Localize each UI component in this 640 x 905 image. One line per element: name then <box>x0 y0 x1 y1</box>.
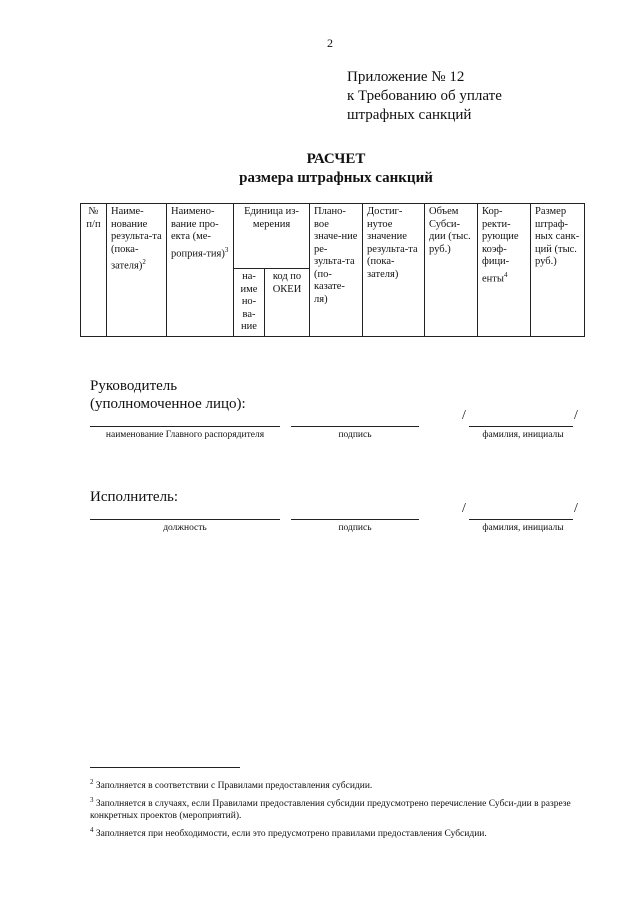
header-planned-value: Плано-вое значе-ние ре-зульта-та (по-казате-ля) <box>310 204 363 337</box>
header-subsidy-volume: Объем Субси-дии (тыс. руб.) <box>425 204 478 337</box>
header-unit-name: на-име но-ва-ние <box>234 269 265 337</box>
head-name-line[interactable] <box>469 426 573 427</box>
annex-line-2: к Требованию об уплате <box>347 88 502 104</box>
head-caption-name: фамилия, инициалы <box>482 430 564 440</box>
head-slash-right: / <box>574 408 578 423</box>
executor-slash-right: / <box>574 501 578 516</box>
footnote-3: $^3$ Заполняется в случаях, если Правилами предоставления субсидии предусмотрено перечисление Субси-дии в разрезе конкретных проектов (мероприятий). <box>90 795 571 822</box>
page-number: 2 <box>327 36 333 50</box>
penalty-calculation-table <box>80 203 585 337</box>
header-unit: Единица из-мерения <box>234 204 310 269</box>
header-penalty-amount: Размер штраф-ных санк-ций (тыс. руб.) <box>531 204 585 337</box>
executor-signature-line[interactable] <box>291 519 419 520</box>
executor-label: Исполнитель: <box>90 489 179 505</box>
title-line-2: размера штрафных санкций <box>239 170 433 186</box>
document-title <box>0 150 640 188</box>
head-signature-line[interactable] <box>291 426 419 427</box>
annex-line-1: Приложение № 12 <box>347 69 465 85</box>
footnote-4: $^4$ Заполняется при необходимости, если это предусмотрено правилами предоставления Субсидии. <box>90 825 487 839</box>
head-slash-left: / <box>462 408 466 423</box>
header-project-name: Наимено-вание про-екта (ме-роприя-тия)$^3$ <box>167 204 234 337</box>
annex-header <box>347 68 502 125</box>
head-label: Руководитель (уполномоченное лицо): <box>90 378 246 412</box>
header-number: № п/п <box>81 204 107 337</box>
header-correction-coefficients: Кор-ректи-рующие коэф-фици-енты$^4$ <box>478 204 531 337</box>
head-caption-signature: подпись <box>338 430 372 440</box>
executor-caption-name: фамилия, инициалы <box>482 523 564 533</box>
header-achieved-value: Достиг-нутое значение результа-та (пока-зателя) <box>363 204 425 337</box>
footnotes <box>90 776 590 841</box>
footnote-2: $^2$ Заполняется в соответствии с Правилами предоставления субсидии. <box>90 778 373 792</box>
head-caption-org: наименование Главного распорядителя <box>105 430 265 440</box>
executor-caption-position: должность <box>163 523 207 533</box>
executor-slash-left: / <box>462 501 466 516</box>
executor-caption-signature: подпись <box>338 523 372 533</box>
header-result-name: Наиме-нование результа-та (пока-зателя)$^2$ <box>107 204 167 337</box>
header-unit-okei-code: код по ОКЕИ <box>265 269 310 337</box>
footnote-separator <box>90 767 240 768</box>
executor-name-line[interactable] <box>469 519 573 520</box>
head-org-line[interactable] <box>90 426 280 427</box>
title-line-1: РАСЧЕТ <box>306 151 366 167</box>
executor-position-line[interactable] <box>90 519 280 520</box>
annex-line-3: штрафных санкций <box>347 107 472 123</box>
